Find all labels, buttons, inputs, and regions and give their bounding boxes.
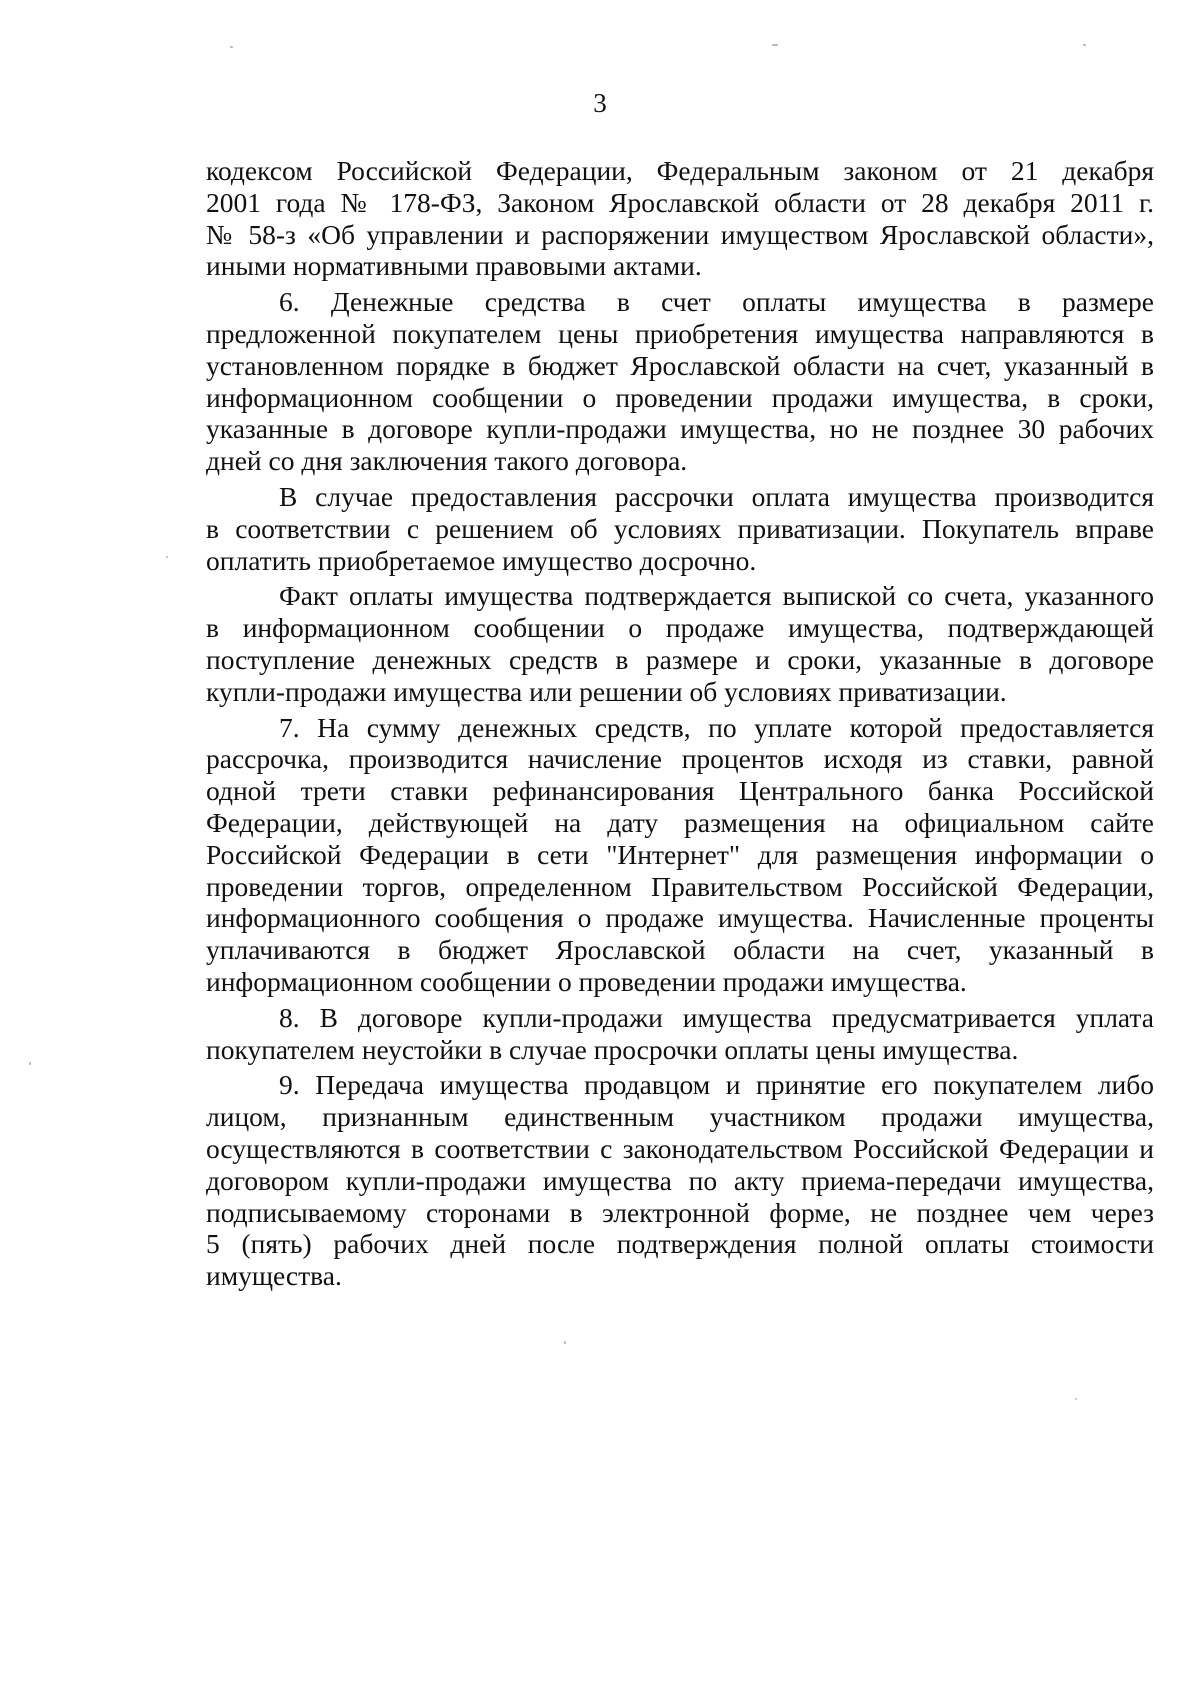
text-line: Факт оплаты имущества подтверждается выпиской со счета, указанного [279, 580, 1154, 612]
text-line: указанные в договоре купли-продажи имущества, но не позднее 30 рабочих [206, 413, 1154, 445]
text-line: оплатить приобретаемое имущество досрочно. [206, 544, 757, 576]
paragraph-item-6 [206, 286, 1154, 477]
paragraph-continued [206, 155, 1154, 282]
text-line: информационном сообщении о проведении продажи имущества. [206, 965, 967, 997]
text-line: осуществляются в соответствии с законодательством Российской Федерации и [206, 1132, 1154, 1164]
scan-speck [564, 1341, 566, 1344]
paragraph-item-9 [206, 1069, 1154, 1292]
text-line: подписываемому сторонами в электронной форме, не позднее чем через [206, 1196, 1154, 1228]
document-body [206, 155, 1154, 1292]
text-line: 6. Денежные средства в счет оплаты имущества в размере [279, 286, 1154, 318]
text-line: № 58-з «Об управлении и распоряжении имуществом Ярославской области», [206, 218, 1154, 250]
scan-speck [1075, 1398, 1077, 1400]
text-line: покупателем неустойки в случае просрочки оплаты цены имущества. [206, 1033, 1019, 1065]
text-line: рассрочка, производится начисление процентов исходя из ставки, равной [206, 743, 1154, 775]
paragraph-item-7 [206, 712, 1154, 998]
text-line: купли-продажи имущества или решении об условиях приватизации. [206, 675, 1007, 707]
text-line: дней со дня заключения такого договора. [206, 445, 688, 477]
text-line: информационном сообщении о проведении продажи имущества, в сроки, [206, 381, 1154, 413]
scan-speck [772, 44, 778, 46]
text-line: 5 (пять) рабочих дней после подтверждения полной оплаты стоимости [206, 1228, 1154, 1260]
text-line: поступление денежных средств в размере и сроки, указанные в договоре [206, 643, 1154, 675]
paragraph-item-8 [206, 1002, 1154, 1066]
paragraph-installment [206, 481, 1154, 576]
page-number: 3 [593, 88, 607, 118]
scan-speck [166, 556, 168, 558]
text-line: установленном порядке в бюджет Ярославской области на счет, указанный в [206, 349, 1154, 381]
text-line: В случае предоставления рассрочки оплата имущества производится [279, 480, 1154, 512]
text-line: в информационном сообщении о продаже имущества, подтверждающей [206, 612, 1154, 644]
scan-speck [29, 1062, 31, 1065]
scan-speck [230, 46, 233, 48]
paragraph-payment-proof [206, 580, 1154, 707]
text-line: 8. В договоре купли-продажи имущества предусматривается уплата [279, 1001, 1154, 1033]
text-line: договором купли-продажи имущества по акту приема-передачи имущества, [206, 1164, 1154, 1196]
text-line: Федерации, действующей на дату размещения на официальном сайте [206, 806, 1154, 838]
text-line: 7. На сумму денежных средств, по уплате которой предоставляется [279, 711, 1154, 743]
text-line: уплачиваются в бюджет Ярославской области на счет, указанный в [206, 934, 1154, 966]
text-line: имущества. [206, 1260, 342, 1292]
text-line: предложенной покупателем цены приобретения имущества направляются в [206, 317, 1154, 349]
text-line: 9. Передача имущества продавцом и принятие его покупателем либо [279, 1069, 1154, 1101]
text-line: информационного сообщения о продаже имущества. Начисленные проценты [206, 902, 1154, 934]
text-line: проведении торгов, определенном Правительством Российской Федерации, [206, 870, 1154, 902]
text-line: одной трети ставки рефинансирования Центрального банка Российской [206, 775, 1154, 807]
text-line: 2001 года № 178-ФЗ, Законом Ярославской области от 28 декабря 2011 г. [206, 186, 1154, 218]
text-line: кодексом Российской Федерации, Федеральным законом от 21 декабря [206, 155, 1154, 186]
scan-speck [1083, 44, 1086, 46]
text-line: иными нормативными правовыми актами. [206, 250, 702, 282]
text-line: Российской Федерации в сети "Интернет" для размещения информации о [206, 838, 1154, 870]
text-line: лицом, признанным единственным участником продажи имущества, [206, 1101, 1154, 1133]
text-line: в соответствии с решением об условиях приватизации. Покупатель вправе [206, 512, 1154, 544]
